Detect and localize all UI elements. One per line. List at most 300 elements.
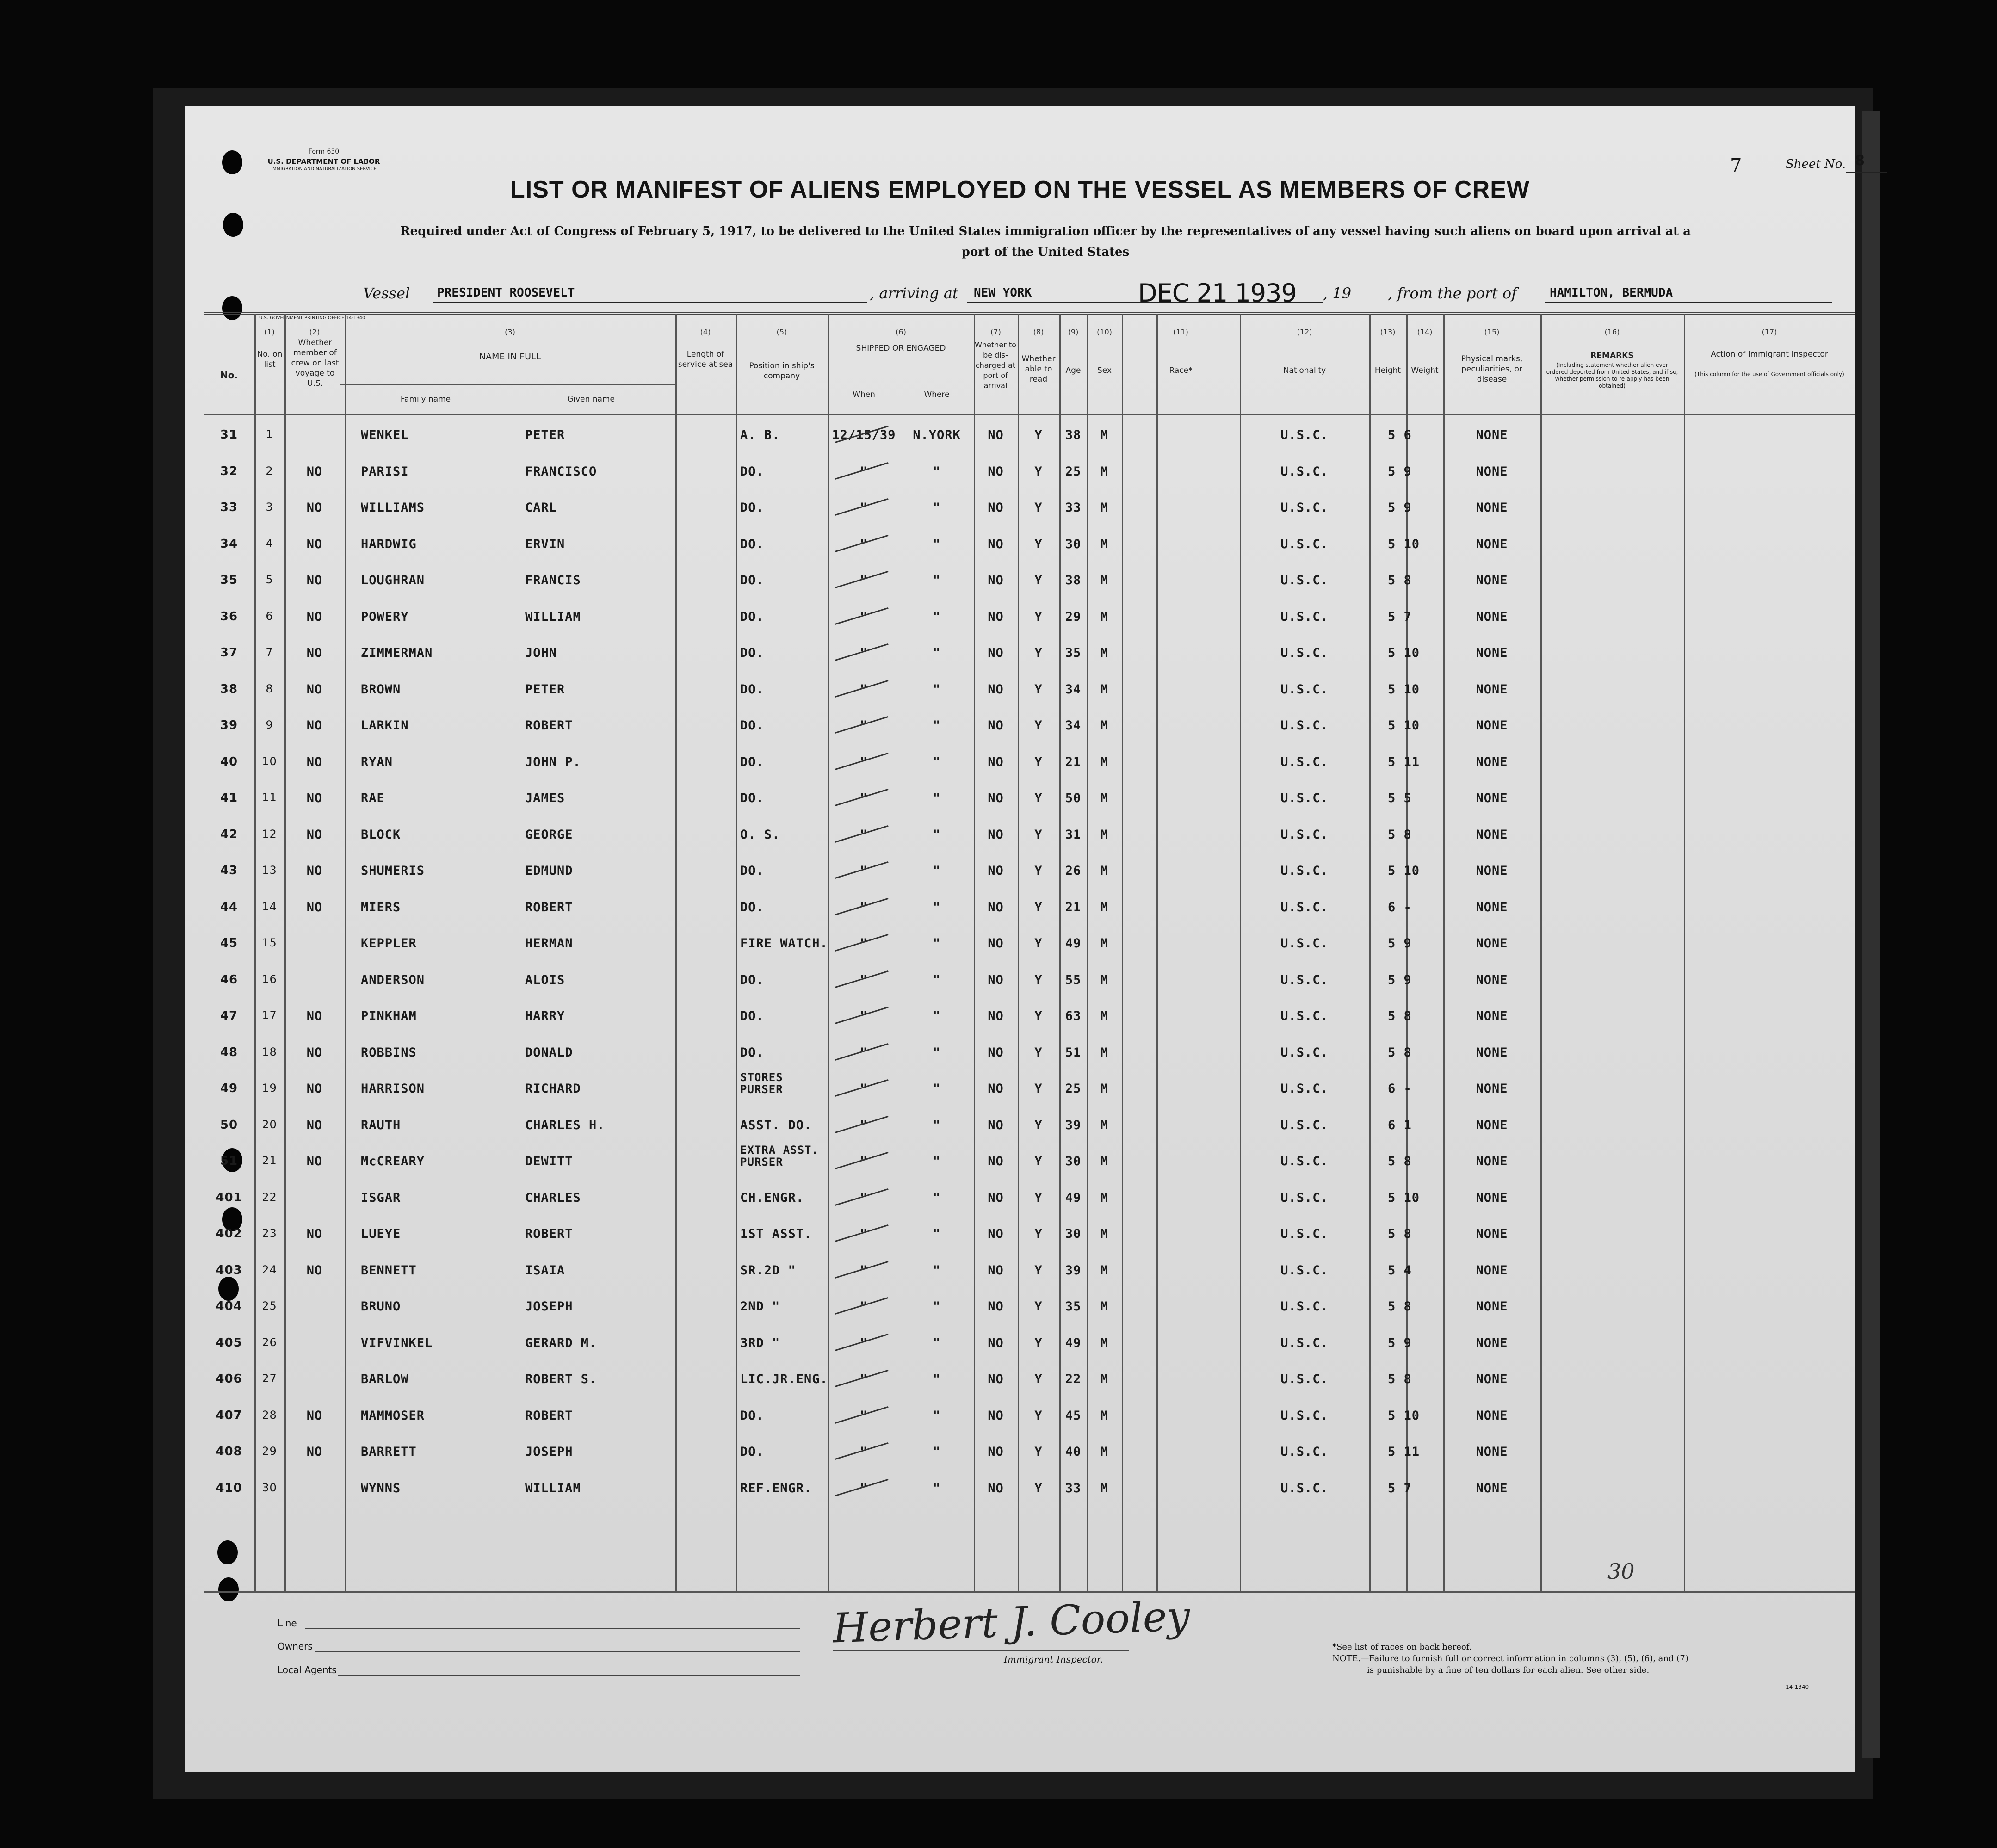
row-able-to-read: Y	[1034, 428, 1043, 442]
row-able-to-read: Y	[1034, 501, 1043, 515]
form-number: Form 630	[308, 148, 340, 155]
col3-header: NAME IN FULL	[479, 352, 541, 362]
row-position: STORES PURSER	[740, 1071, 783, 1096]
row-position: A. B.	[740, 428, 780, 442]
row-height: 5 10	[1388, 718, 1420, 733]
owners-label: Owners	[278, 1641, 313, 1652]
row-able-to-read: Y	[1034, 936, 1043, 951]
row-height: 5 9	[1388, 501, 1412, 515]
row-shipped-when: "	[859, 1118, 868, 1132]
row-age: 25	[1065, 1082, 1082, 1096]
row-margin-number: 46	[220, 972, 238, 987]
row-able-to-read: Y	[1034, 1335, 1043, 1350]
col7-number: (7)	[990, 328, 1001, 336]
row-margin-number: 406	[216, 1372, 242, 1386]
row-nationality: U.S.C.	[1280, 754, 1329, 769]
row-position: DO.	[740, 682, 764, 697]
row-physical-marks: NONE	[1476, 936, 1508, 951]
row-discharged: NO	[988, 1445, 1004, 1459]
row-given-name: CARL	[525, 501, 557, 515]
row-shipped-when: "	[859, 1481, 868, 1496]
row-physical-marks: NONE	[1476, 682, 1508, 697]
row-nationality: U.S.C.	[1280, 1408, 1329, 1423]
row-shipped-when: "	[859, 754, 868, 769]
row-nationality: U.S.C.	[1280, 1190, 1329, 1205]
row-physical-marks: NONE	[1476, 900, 1508, 915]
row-age: 35	[1065, 1299, 1082, 1314]
row-age: 25	[1065, 464, 1082, 479]
row-shipped-when: "	[859, 501, 868, 515]
row-family-name: PARISI	[361, 464, 409, 479]
row-sex: M	[1100, 428, 1109, 442]
row-shipped-where: "	[933, 754, 941, 769]
row-nationality: U.S.C.	[1280, 609, 1329, 624]
row-age: 31	[1065, 827, 1082, 842]
row-given-name: GERARD M.	[525, 1335, 597, 1350]
row-last-voyage: NO	[306, 501, 323, 515]
row-discharged: NO	[988, 900, 1004, 915]
row-list-number: 17	[262, 1009, 277, 1022]
column-rule	[345, 314, 346, 1591]
row-family-name: McCREARY	[361, 1154, 425, 1168]
form-code: 14-1340	[1786, 1684, 1809, 1690]
count-mark: 30	[1607, 1559, 1635, 1584]
row-margin-number: 36	[220, 609, 238, 624]
row-physical-marks: NONE	[1476, 428, 1508, 442]
row-position: DO.	[740, 646, 764, 660]
row-nationality: U.S.C.	[1280, 1299, 1329, 1314]
row-shipped-where: "	[933, 1009, 941, 1023]
row-shipped-where: "	[933, 972, 941, 987]
row-sex: M	[1100, 537, 1109, 551]
row-sex: M	[1100, 1408, 1109, 1423]
row-list-number: 29	[262, 1445, 277, 1458]
row-list-number: 12	[262, 827, 277, 841]
row-age: 33	[1065, 501, 1082, 515]
row-nationality: U.S.C.	[1280, 573, 1329, 587]
row-age: 49	[1065, 1335, 1082, 1350]
row-sex: M	[1100, 1190, 1109, 1205]
row-nationality: U.S.C.	[1280, 791, 1329, 805]
row-age: 30	[1065, 1154, 1082, 1168]
row-shipped-when: "	[859, 1299, 868, 1314]
row-position: 3RD "	[740, 1335, 780, 1350]
col6-header: SHIPPED OR ENGAGED	[856, 344, 946, 353]
row-shipped-where: "	[933, 1190, 941, 1205]
row-last-voyage: NO	[306, 864, 323, 878]
row-list-number: 13	[262, 864, 277, 877]
col17-note: (This column for the use of Government officials only)	[1694, 371, 1844, 377]
row-height: 5 7	[1388, 609, 1412, 624]
row-nationality: U.S.C.	[1280, 718, 1329, 733]
row-shipped-where: "	[933, 827, 941, 842]
row-physical-marks: NONE	[1476, 1045, 1508, 1060]
row-list-number: 24	[262, 1263, 277, 1276]
owners-underline	[315, 1651, 800, 1652]
sheet-number: 8	[1855, 153, 1865, 169]
row-sex: M	[1100, 1481, 1109, 1496]
row-shipped-where: "	[933, 936, 941, 951]
row-age: 40	[1065, 1445, 1082, 1459]
row-discharged: NO	[988, 1154, 1004, 1168]
date-stamp: DEC 21 1939	[1138, 278, 1297, 308]
col10-number: (10)	[1097, 328, 1112, 336]
row-physical-marks: NONE	[1476, 1408, 1508, 1423]
row-discharged: NO	[988, 1408, 1004, 1423]
col9-header: Age	[1065, 366, 1081, 375]
row-physical-marks: NONE	[1476, 646, 1508, 660]
row-list-number: 8	[266, 682, 273, 695]
row-list-number: 6	[266, 609, 273, 623]
row-margin-number: 44	[220, 900, 238, 914]
row-age: 45	[1065, 1408, 1082, 1423]
row-family-name: WENKEL	[361, 428, 409, 442]
row-margin-number: 402	[216, 1227, 242, 1241]
row-shipped-where: "	[933, 900, 941, 915]
row-age: 34	[1065, 682, 1082, 697]
row-list-number: 28	[262, 1408, 277, 1422]
line-underline	[305, 1628, 800, 1629]
row-able-to-read: Y	[1034, 827, 1043, 842]
row-shipped-where: "	[933, 1299, 941, 1314]
row-list-number: 2	[266, 464, 273, 477]
row-margin-number: 45	[220, 936, 238, 950]
row-able-to-read: Y	[1034, 1154, 1043, 1168]
row-given-name: DEWITT	[525, 1154, 573, 1168]
row-family-name: LARKIN	[361, 718, 409, 733]
row-position: DO.	[740, 864, 764, 878]
col4-number: (4)	[700, 328, 711, 336]
row-given-name: ROBERT	[525, 1408, 573, 1423]
row-margin-number: 401	[216, 1190, 242, 1205]
row-given-name: ROBERT	[525, 718, 573, 733]
manifest-subtitle: Required under Act of Congress of February 5, 1917, to be delivered to the United States immigration officer by the representatives of any vessel having such aliens on board upon arrival at a	[400, 224, 1691, 238]
row-given-name: HARRY	[525, 1009, 565, 1023]
row-height: 5 8	[1388, 1372, 1412, 1386]
row-position: DO.	[740, 1445, 764, 1459]
row-last-voyage: NO	[306, 754, 323, 769]
row-height: 5 11	[1388, 1445, 1420, 1459]
row-last-voyage: NO	[306, 1154, 323, 1168]
row-position: 1ST ASST.	[740, 1227, 812, 1241]
row-discharged: NO	[988, 718, 1004, 733]
row-age: 35	[1065, 646, 1082, 660]
inspector-underline	[833, 1650, 1129, 1651]
row-given-name: PETER	[525, 428, 565, 442]
row-last-voyage: NO	[306, 900, 323, 915]
row-shipped-where: "	[933, 1045, 941, 1060]
row-height: 5 10	[1388, 537, 1420, 551]
row-shipped-where: "	[933, 718, 941, 733]
row-physical-marks: NONE	[1476, 1445, 1508, 1459]
col15-header: Physical marks, peculiarities, or disease	[1461, 354, 1523, 384]
row-family-name: PINKHAM	[361, 1009, 417, 1023]
row-list-number: 25	[262, 1299, 277, 1312]
row-list-number: 16	[262, 972, 277, 986]
row-margin-number: 48	[220, 1045, 238, 1059]
row-discharged: NO	[988, 428, 1004, 442]
row-sex: M	[1100, 1118, 1109, 1132]
row-family-name: BROWN	[361, 682, 401, 697]
row-position: DO.	[740, 972, 764, 987]
row-shipped-when: "	[859, 1335, 868, 1350]
row-list-number: 5	[266, 573, 273, 586]
row-age: 55	[1065, 972, 1082, 987]
row-position: 2ND "	[740, 1299, 780, 1314]
row-position: O. S.	[740, 827, 780, 842]
row-given-name: JOHN	[525, 646, 557, 660]
row-family-name: RYAN	[361, 754, 393, 769]
column-rule	[1540, 314, 1542, 1591]
row-given-name: GEORGE	[525, 827, 573, 842]
arriving-port: NEW YORK	[974, 286, 1032, 300]
sheet-label: Sheet No.	[1786, 157, 1846, 171]
row-able-to-read: Y	[1034, 464, 1043, 479]
year-label: , 19	[1323, 284, 1352, 302]
punch-hole	[218, 1577, 239, 1601]
row-shipped-when: "	[859, 864, 868, 878]
row-sex: M	[1100, 1045, 1109, 1060]
col12-header: Nationality	[1283, 366, 1326, 375]
row-able-to-read: Y	[1034, 754, 1043, 769]
col1-header: No. on list	[257, 350, 283, 369]
service-name: IMMIGRATION AND NATURALIZATION SERVICE	[271, 167, 377, 172]
row-margin-number: 32	[220, 464, 238, 478]
row-able-to-read: Y	[1034, 1009, 1043, 1023]
row-position: DO.	[740, 609, 764, 624]
penalty-note: NOTE.—Failure to furnish full or correct information in columns (3), (5), (6), and (7)	[1332, 1654, 1688, 1663]
row-sex: M	[1100, 1009, 1109, 1023]
row-height: 5 10	[1388, 682, 1420, 697]
punch-hole	[218, 1277, 239, 1301]
row-list-number: 23	[262, 1227, 277, 1240]
row-shipped-where: "	[933, 1082, 941, 1096]
row-able-to-read: Y	[1034, 1408, 1043, 1423]
row-height: 5 8	[1388, 827, 1412, 842]
row-nationality: U.S.C.	[1280, 1227, 1329, 1241]
row-age: 49	[1065, 1190, 1082, 1205]
row-age: 22	[1065, 1372, 1082, 1386]
column-rule	[675, 314, 677, 1591]
penalty-note-2: is punishable by a fine of ten dollars for each alien. See other side.	[1367, 1665, 1650, 1675]
row-sex: M	[1100, 754, 1109, 769]
row-physical-marks: NONE	[1476, 501, 1508, 515]
col4-header: Length of service at sea	[678, 350, 733, 369]
row-given-name: WILLIAM	[525, 609, 581, 624]
row-shipped-when: "	[859, 573, 868, 587]
row-nationality: U.S.C.	[1280, 1045, 1329, 1060]
row-able-to-read: Y	[1034, 609, 1043, 624]
row-nationality: U.S.C.	[1280, 501, 1329, 515]
row-nationality: U.S.C.	[1280, 646, 1329, 660]
row-given-name: DONALD	[525, 1045, 573, 1060]
row-given-name: ROBERT S.	[525, 1372, 597, 1386]
row-list-number: 26	[262, 1335, 277, 1349]
row-margin-number: 407	[216, 1408, 242, 1422]
row-shipped-when: "	[859, 464, 868, 479]
table-top-rule	[204, 312, 1855, 315]
row-nationality: U.S.C.	[1280, 900, 1329, 915]
row-given-name: CHARLES H.	[525, 1118, 605, 1132]
manifest-page	[185, 106, 1865, 1772]
arriving-label: , arriving at	[870, 284, 958, 302]
manifest-title: LIST OR MANIFEST OF ALIENS EMPLOYED ON THE VESSEL AS MEMBERS OF CREW	[510, 176, 1530, 203]
department-name: U.S. DEPARTMENT OF LABOR	[267, 157, 380, 166]
printing-office-line: U.S. GOVERNMENT PRINTING OFFICE 14-1340	[259, 315, 365, 321]
row-nationality: U.S.C.	[1280, 464, 1329, 479]
row-physical-marks: NONE	[1476, 1227, 1508, 1241]
column-rule	[1684, 314, 1685, 1591]
row-shipped-when: "	[859, 646, 868, 660]
row-given-name: JOSEPH	[525, 1445, 573, 1459]
from-port-underline	[1545, 302, 1832, 303]
row-nationality: U.S.C.	[1280, 1445, 1329, 1459]
row-discharged: NO	[988, 1227, 1004, 1241]
arriving-underline	[967, 302, 1323, 303]
row-height: 5 11	[1388, 754, 1420, 769]
row-able-to-read: Y	[1034, 864, 1043, 878]
row-position: DO.	[740, 1045, 764, 1060]
row-physical-marks: NONE	[1476, 464, 1508, 479]
row-given-name: CHARLES	[525, 1190, 581, 1205]
row-age: 38	[1065, 428, 1082, 442]
col8-number: (8)	[1033, 328, 1044, 336]
row-family-name: HARRISON	[361, 1082, 425, 1096]
row-margin-number: 39	[220, 718, 238, 732]
row-position: EXTRA ASST. PURSER	[740, 1143, 819, 1168]
row-height: 5 10	[1388, 1408, 1420, 1423]
row-sex: M	[1100, 501, 1109, 515]
row-position: ASST. DO.	[740, 1118, 812, 1132]
row-nationality: U.S.C.	[1280, 936, 1329, 951]
row-given-name: ISAIA	[525, 1263, 565, 1278]
row-sex: M	[1100, 827, 1109, 842]
row-last-voyage: NO	[306, 646, 323, 660]
row-list-number: 18	[262, 1045, 277, 1058]
row-able-to-read: Y	[1034, 1082, 1043, 1096]
row-discharged: NO	[988, 464, 1004, 479]
margin-column-label: No.	[220, 370, 238, 381]
header-bottom-rule	[204, 414, 1855, 415]
row-physical-marks: NONE	[1476, 1299, 1508, 1314]
col8-header: Whether able to read	[1021, 354, 1056, 384]
row-height: 5 10	[1388, 646, 1420, 660]
col3-number: (3)	[505, 328, 515, 336]
family-name-header: Family name	[400, 395, 451, 404]
row-age: 26	[1065, 864, 1082, 878]
row-family-name: POWERY	[361, 609, 409, 624]
row-position: DO.	[740, 718, 764, 733]
row-list-number: 27	[262, 1372, 277, 1385]
row-margin-number: 33	[220, 501, 238, 514]
row-physical-marks: NONE	[1476, 1335, 1508, 1350]
row-given-name: ERVIN	[525, 537, 565, 551]
row-age: 29	[1065, 609, 1082, 624]
col6-number: (6)	[896, 328, 906, 336]
row-height: 6 1	[1388, 1118, 1412, 1132]
row-margin-number: 35	[220, 573, 238, 587]
column-rule	[1122, 314, 1123, 1591]
row-physical-marks: NONE	[1476, 1118, 1508, 1132]
row-nationality: U.S.C.	[1280, 1372, 1329, 1386]
row-margin-number: 31	[220, 428, 238, 442]
row-age: 38	[1065, 573, 1082, 587]
row-able-to-read: Y	[1034, 1227, 1043, 1241]
row-margin-number: 37	[220, 646, 238, 660]
from-port-label: , from the port of	[1388, 284, 1517, 302]
row-shipped-where: "	[933, 1481, 941, 1496]
row-nationality: U.S.C.	[1280, 1154, 1329, 1168]
row-discharged: NO	[988, 1045, 1004, 1060]
row-family-name: LOUGHRAN	[361, 573, 425, 587]
row-physical-marks: NONE	[1476, 1154, 1508, 1168]
row-position: DO.	[740, 464, 764, 479]
row-physical-marks: NONE	[1476, 1009, 1508, 1023]
row-family-name: WYNNS	[361, 1481, 401, 1496]
row-position: REF.ENGR.	[740, 1481, 812, 1496]
row-height: 6 -	[1388, 1082, 1412, 1096]
row-age: 21	[1065, 754, 1082, 769]
row-list-number: 11	[262, 791, 277, 804]
row-shipped-where: "	[933, 1335, 941, 1350]
row-last-voyage: NO	[306, 1408, 323, 1423]
row-sex: M	[1100, 718, 1109, 733]
row-shipped-where: "	[933, 1372, 941, 1386]
row-sex: M	[1100, 1445, 1109, 1459]
col14-number: (14)	[1417, 328, 1433, 336]
row-physical-marks: NONE	[1476, 864, 1508, 878]
row-physical-marks: NONE	[1476, 1481, 1508, 1496]
row-able-to-read: Y	[1034, 791, 1043, 805]
row-shipped-when: "	[859, 537, 868, 551]
row-shipped-where: "	[933, 1154, 941, 1168]
row-physical-marks: NONE	[1476, 1082, 1508, 1096]
row-nationality: U.S.C.	[1280, 1263, 1329, 1278]
row-age: 39	[1065, 1118, 1082, 1132]
row-discharged: NO	[988, 573, 1004, 587]
row-discharged: NO	[988, 1372, 1004, 1386]
row-physical-marks: NONE	[1476, 791, 1508, 805]
col13-header: Height	[1374, 366, 1401, 375]
row-nationality: U.S.C.	[1280, 428, 1329, 442]
row-age: 63	[1065, 1009, 1082, 1023]
vessel-name: PRESIDENT ROOSEVELT	[437, 286, 575, 300]
row-last-voyage: NO	[306, 573, 323, 587]
col17-number: (17)	[1762, 328, 1777, 336]
vessel-label: Vessel	[363, 284, 410, 302]
row-last-voyage: NO	[306, 609, 323, 624]
row-discharged: NO	[988, 1118, 1004, 1132]
row-shipped-when: "	[859, 1263, 868, 1278]
col12-number: (12)	[1297, 328, 1312, 336]
row-position: LIC.JR.ENG.	[740, 1372, 828, 1386]
row-list-number: 19	[262, 1082, 277, 1094]
row-given-name: PETER	[525, 682, 565, 697]
row-margin-number: 410	[216, 1481, 242, 1495]
row-shipped-when: "	[859, 1009, 868, 1023]
row-sex: M	[1100, 936, 1109, 951]
page-mark: 7	[1730, 155, 1742, 176]
row-discharged: NO	[988, 1263, 1004, 1278]
row-margin-number: 405	[216, 1335, 242, 1350]
row-shipped-where: N.YORK	[913, 428, 961, 442]
row-nationality: U.S.C.	[1280, 682, 1329, 697]
row-family-name: ROBBINS	[361, 1045, 417, 1060]
row-given-name: ROBERT	[525, 1227, 573, 1241]
shipped-where-header: Where	[924, 390, 950, 399]
row-age: 34	[1065, 718, 1082, 733]
row-shipped-when: "	[859, 1372, 868, 1386]
